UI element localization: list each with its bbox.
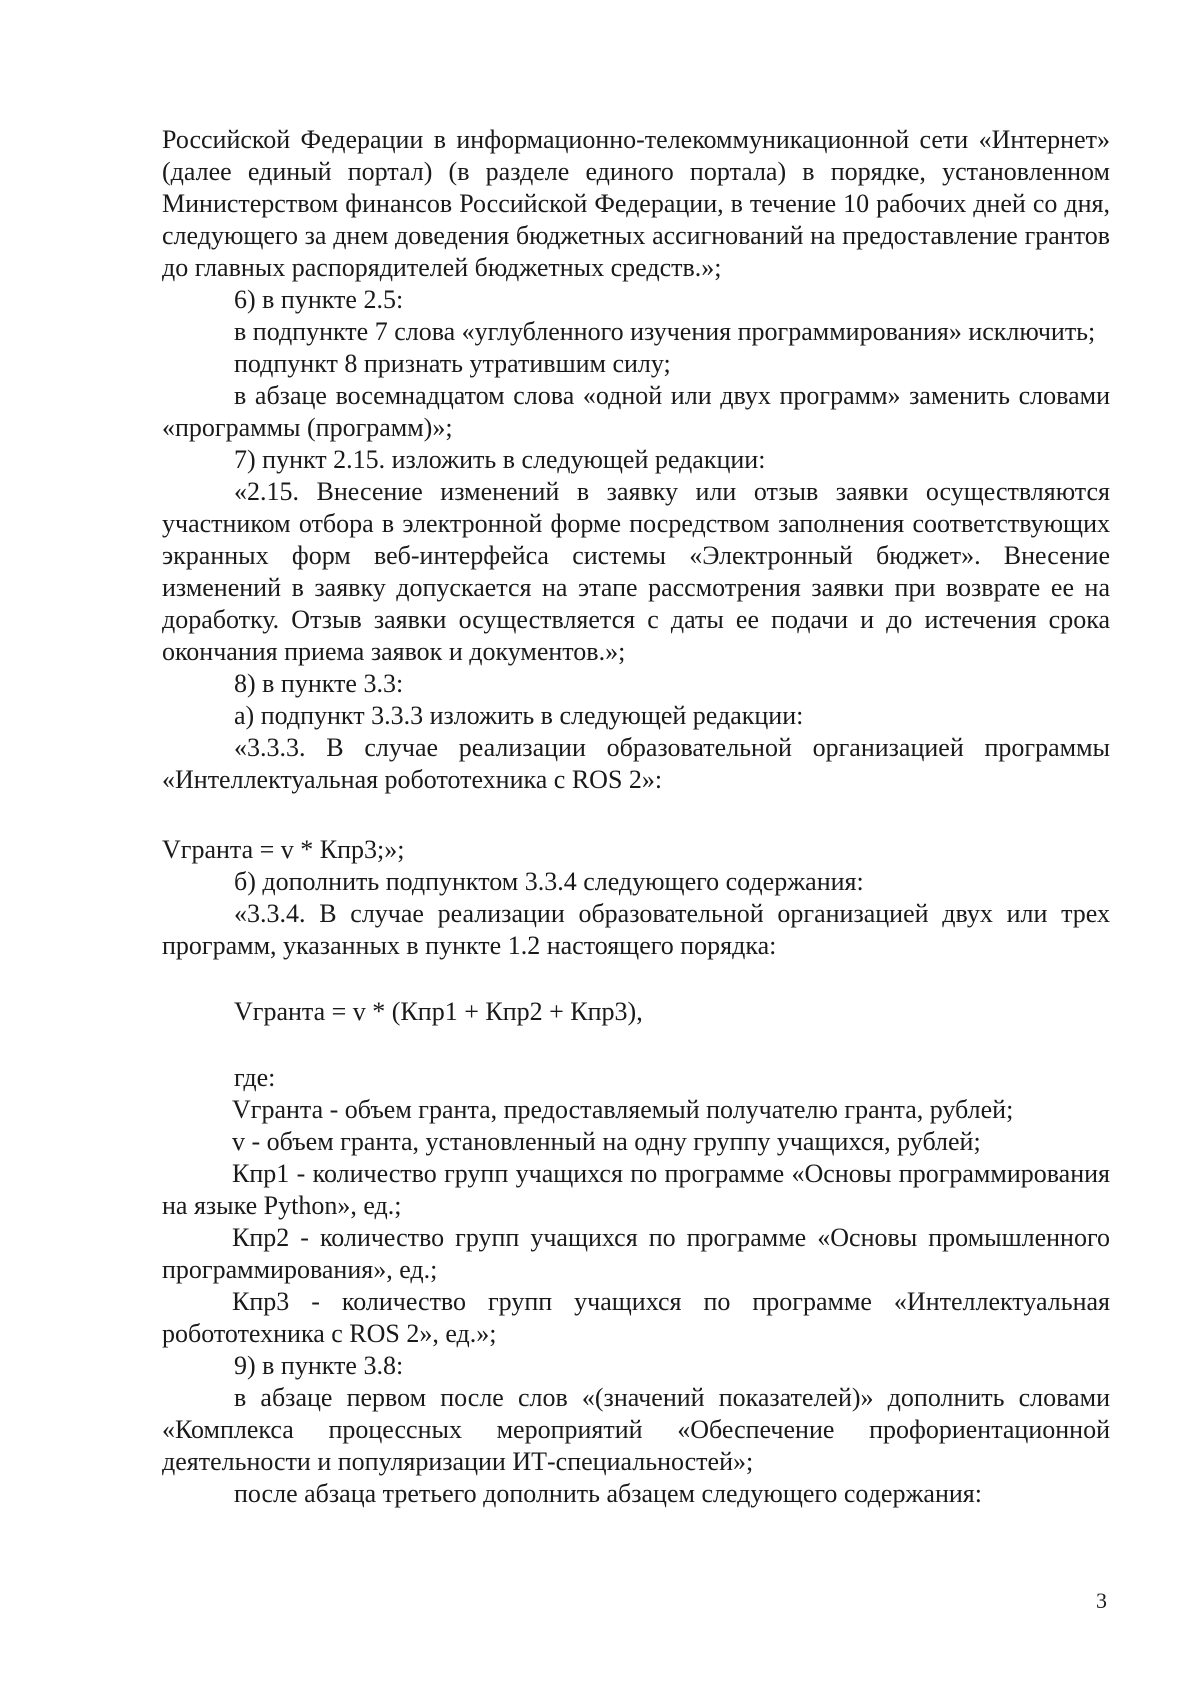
paragraph-2-15: «2.15. Внесение изменений в заявку или отзыв заявки осуществляются участником отбора в электронной форме посредством заполнения соответствующих экранных форм веб-интерфейса системы «Электронный бюджет». Внесение изменений в заявку допускается на этапе рассмотрения заявки при возврате ее на доработку. Отзыв заявки осуществляется с даты ее подачи и до истечения срока окончания приема заявок и документов.»; <box>162 477 1110 666</box>
paragraph-item-7: 7) пункт 2.15. изложить в следующей редакции: <box>234 445 766 474</box>
paragraph-continuation: Российской Федерации в информационно-телекоммуникационной сети «Интернет» (далее единый портал) (в разделе единого портала) в порядке, установленном Министерством финансов Российской Федерации, в течение 10 рабочих дней со дня, следующего за днем доведения бюджетных ассигнований на предоставление грантов до главных распорядителей бюджетных средств.»; <box>162 125 1110 282</box>
paragraph-3-8-third: после абзаца третьего дополнить абзацем следующего содержания: <box>234 1479 982 1508</box>
paragraph-item-8: 8) в пункте 3.3: <box>234 669 404 698</box>
definition-vgranta: Vгранта - объем гранта, предоставляемый получателю гранта, рублей; <box>232 1095 1014 1124</box>
paragraph-3-3-4-intro: б) дополнить подпунктом 3.3.4 следующего содержания: <box>234 867 864 896</box>
paragraph-subpoint-7: в подпункте 7 слова «углубленного изучения программирования» исключить; <box>234 317 1096 346</box>
paragraph-3-3-3: «3.3.3. В случае реализации образовательной организацией программы «Интеллектуальная робототехника с ROS 2»: <box>162 733 1110 794</box>
paragraph-3-3-4: «3.3.4. В случае реализации образовательной организацией двух или трех программ, указанных в пункте 1.2 настоящего порядка: <box>162 899 1110 960</box>
paragraph-item-9: 9) в пункте 3.8: <box>234 1351 404 1380</box>
page-number: 3 <box>1096 1588 1107 1613</box>
paragraph-3-3-3-intro: а) подпункт 3.3.3 изложить в следующей редакции: <box>234 701 804 730</box>
paragraph-3-8-first: в абзаце первом после слов «(значений показателей)» дополнить словами «Комплекса процессных мероприятий «Обеспечение профориентационной деятельности и популяризации ИТ-специальностей»; <box>162 1383 1110 1476</box>
document-body <box>162 124 1110 1510</box>
formula-grant-single: Vгранта = v * Кпр3;»; <box>162 835 405 864</box>
formula-grant-multi: Vгранта = v * (Кпр1 + Кпр2 + Кпр3), <box>234 997 643 1026</box>
definition-kpr2: Кпр2 - количество групп учащихся по программе «Основы промышленного программирования», ед.; <box>162 1223 1110 1284</box>
paragraph-eighteenth: в абзаце восемнадцатом слова «одной или двух программ» заменить словами «программы (программ)»; <box>162 381 1110 442</box>
paragraph-item-6: 6) в пункте 2.5: <box>234 285 404 314</box>
paragraph-subpoint-8: подпункт 8 признать утратившим силу; <box>234 349 671 378</box>
definition-kpr3: Кпр3 - количество групп учащихся по программе «Интеллектуальная робототехника с ROS 2», ед.»; <box>162 1287 1110 1348</box>
definition-v: v - объем гранта, установленный на одну группу учащихся, рублей; <box>232 1127 981 1156</box>
definition-kpr1: Кпр1 - количество групп учащихся по программе «Основы программирования на языке Python», ед.; <box>162 1159 1110 1220</box>
formula-where: где: <box>234 1063 276 1092</box>
